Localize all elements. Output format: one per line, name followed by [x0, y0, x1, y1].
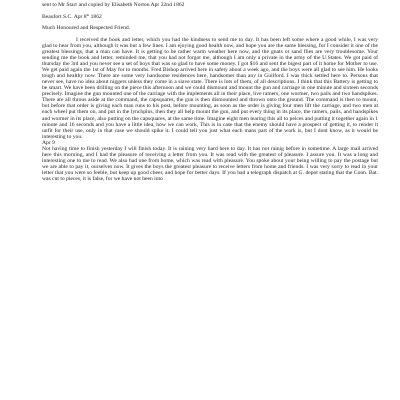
place-date-suffix: 1862	[89, 13, 102, 20]
salutation: Much Honoured and Respected Friend.	[42, 25, 131, 32]
paragraph-2: Not having time to finish yesterday I will finish today. It is raining very hard here to day. It has not rainig before in sometime. A large mail arrived here this morning, and I had the pleasure of receiving a letter from you. It was read with the greatest of pleasure. I assure you. It was a long and interesting one to me to read. We also had one from home, which was read with pleasure. You spoke about your being willing to pay the postage but we are able to pay it, ourselves now. It gives the boys the greatest pleasure to receive letters from home and friends. I was very sorry to read in your letter that you were so feeble, but keep up good cheer, and hope for better days. If you had a telegraph dispatch at G. depot stating that the Conn. Bat. was cut to pieces, it is false, for we have not been into	[42, 145, 378, 182]
place-date-sup: th	[86, 13, 90, 17]
apr9-heading: Apr 9	[42, 139, 55, 146]
place-date-prefix: Beaufort S.C. Apr 8	[42, 13, 87, 20]
paragraph-1: I received the book and letter, which you had the kindness to send me to day. It has been left some where a good while, I was very glad to hear from you, although it was but a few lines. I am ejoying good health now, and hope you are the same blessing, for I consider it one of the greatest blessings, that a man can have. It is getting to be rather warm weather here now, and the gnats or sand flies are very troublesome. Your sending me the book and letter, reminded me, that you had not forgot me, although I am only a private in the army of the U.States. We got paid of thursday the 3rd and you never see a set of boys that was so glad to have some money. I got $16 and sent the bigest part of it home for Mother to use. We get paid again the 1st of May for to months. Fred Bishop arrived here in safety about a week ago, and the boys were all glad to see him. He looks tough and healthy now. There are some very handsome residences here, handsomer than any in Guilford. I was thick settled here to. Persons that never see, have no idea about niggers unless they come in a slave state. There is lots of them, of all descriptions. I think that this Battery is getting to be smart. We have been drilling on the piece this afternoon and we could dismount and mount the gun and carriage in one minute and sixteen seconds precisely. Imagine the gun mounted one of the carriage with the implements all in their place, live ramers, one wormer, two pails and two handspikes. There are all throus aside at the command, the capsquares, the gun is then dismounted and thrown onto the ground. The command is then to mount, but before that order is giving each man runs to his post, before mounting, as soon as the order is giving four men lift the carriage, and two men at each wheel put them on, and put in the lynchpins, then they all help mount the gun, and put every thing in its place, the ramers, pails, and handspikes and wormer in its place, also putting on the capsquares, at the same time. Imagine eight men tearing this all to peices and putting it together again in 1 minute and 16 seconds and you have a little idea, how we can work, This is in case that the enemy should have a prospect of getting it, to render it unfit for their use, only in that case we should spike it. I could tell you just what each mans part of the work is, but I dont know, as it would be interesting to you.	[42, 36, 378, 140]
letter-transcription	[42, 0, 378, 182]
header-line: sent to Mr Starr and copied by Elisabeth Norton Apr 22nd 1862	[42, 2, 185, 8]
